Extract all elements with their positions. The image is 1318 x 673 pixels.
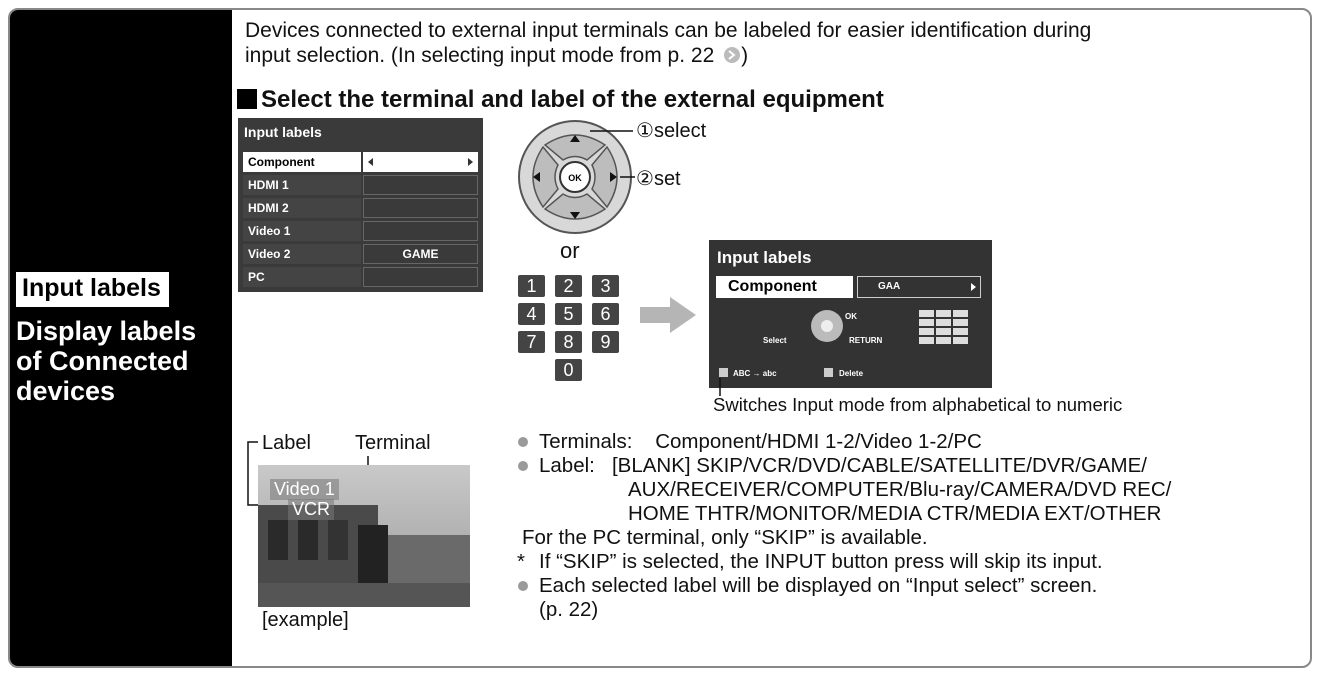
key-2[interactable]: 2 (555, 275, 582, 297)
overlay-terminal-text: Video 1 (270, 479, 339, 500)
intro-text (245, 18, 1285, 68)
sidebar-subtitle: Display labels of Connected devices (16, 316, 197, 406)
menu2-row-label: Component (716, 276, 853, 298)
set-callout (636, 166, 681, 191)
example-caption: [example] (262, 609, 349, 631)
menu2-select-text: Select (763, 336, 787, 345)
note-label (514, 454, 1304, 526)
menu-row-pc[interactable] (243, 267, 478, 287)
input-labels-menu (238, 118, 483, 292)
input-labels-edit-menu (709, 240, 992, 388)
key-9[interactable]: 9 (592, 331, 619, 353)
menu2-title: Input labels (717, 248, 812, 267)
menu2-delete-text: Delete (839, 369, 864, 378)
key-7[interactable]: 7 (518, 331, 545, 353)
sidebar (10, 10, 232, 666)
or-label: or (560, 238, 580, 263)
intro-line-1: Devices connected to external input terminals can be labeled for easier identification during (245, 19, 1092, 42)
note-display: Each selected label will be displayed on “Input select” screen. (514, 574, 1304, 598)
ok-button-label: OK (568, 173, 582, 183)
note-label-line-2: AUX/RECEIVER/COMPUTER/Blu-ray/CAMERA/DVD REC/ (628, 478, 1172, 501)
menu2-return-text: RETURN (849, 336, 883, 345)
menu-row-video1[interactable] (243, 221, 478, 241)
note-terminals-key: Terminals: (539, 430, 633, 453)
arrow-left-icon (368, 158, 373, 166)
menu-row-value[interactable] (363, 198, 478, 218)
arrow-left-icon (846, 283, 851, 291)
mini-dpad-icon (809, 308, 845, 344)
key-6[interactable]: 6 (592, 303, 619, 325)
arrow-right-icon (971, 283, 976, 291)
abc-key-icon (719, 368, 728, 377)
notes-list (514, 430, 1304, 622)
key-1[interactable]: 1 (518, 275, 545, 297)
note-terminals-value: Component/HDMI 1-2/Video 1-2/PC (655, 430, 982, 453)
key-5[interactable]: 5 (555, 303, 582, 325)
delete-key-icon (824, 368, 833, 377)
set-callout-text: set (653, 168, 681, 190)
menu2-ok-text: OK (845, 312, 857, 321)
intro-line-2-text: input selection. (In selecting input mode from p. 22 (245, 44, 715, 67)
page-ref-icon (723, 46, 741, 64)
menu2-row-value-text: GAA (878, 281, 901, 292)
overlay-label-text: VCR (288, 499, 334, 520)
menu-row-hdmi1[interactable] (243, 175, 478, 195)
menu-row-label: Video 2 (243, 244, 361, 264)
sidebar-tag: Input labels (16, 272, 169, 307)
asterisk-icon: * (517, 550, 525, 573)
intro-line-2 (245, 43, 1285, 68)
heading-text: Select the terminal and label of the external equipment (261, 86, 884, 113)
square-bullet-icon (237, 89, 257, 109)
select-step-number: ① (636, 120, 654, 142)
menu-title: Input labels (244, 124, 322, 140)
note-pc: For the PC terminal, only “SKIP” is available. (522, 526, 928, 549)
menu-row-label: PC (243, 267, 361, 287)
select-callout (636, 118, 706, 143)
note-label-line-1: [BLANK] SKIP/VCR/DVD/CABLE/SATELLITE/DVR/GAME/ (611, 454, 1148, 477)
note-skip (514, 550, 1304, 574)
terminal-caption: Terminal (355, 432, 431, 454)
section-heading (237, 86, 884, 114)
remote-dpad (515, 120, 635, 235)
menu-row-value[interactable] (363, 152, 478, 172)
menu-row-label: HDMI 1 (243, 175, 361, 195)
menu-row-value[interactable] (363, 175, 478, 195)
switch-note: Switches Input mode from alphabetical to numeric (713, 394, 1123, 415)
example-photo (258, 465, 470, 607)
key-8[interactable]: 8 (555, 331, 582, 353)
key-3[interactable]: 3 (592, 275, 619, 297)
menu-row-label: Video 1 (243, 221, 361, 241)
key-0[interactable]: 0 (555, 359, 582, 381)
menu2-abc-text: ABC → abc (733, 369, 777, 378)
menu-row-value[interactable] (363, 267, 478, 287)
menu-row-hdmi2[interactable] (243, 198, 478, 218)
label-caption: Label (262, 432, 311, 454)
note-display-ref: (p. 22) (539, 598, 599, 621)
menu-row-component[interactable] (243, 152, 478, 172)
note-terminals (514, 430, 1304, 454)
select-callout-text: select (653, 120, 707, 142)
menu-row-label: HDMI 2 (243, 198, 361, 218)
intro-close-paren: ) (741, 44, 749, 67)
menu-row-label: Component (243, 152, 361, 172)
note-skip-text: If “SKIP” is selected, the INPUT button press will skip its input. (539, 550, 1103, 573)
menu-row-value[interactable]: GAME (363, 244, 478, 264)
arrow-right-icon (468, 158, 473, 166)
note-label-key: Label: (539, 454, 595, 477)
mini-keypad-icon (919, 310, 969, 344)
menu-row-video2[interactable] (243, 244, 478, 264)
menu-row-value[interactable] (363, 221, 478, 241)
flow-arrow-icon (640, 295, 696, 335)
set-step-number: ② (636, 168, 654, 190)
note-label-line-3: HOME THTR/MONITOR/MEDIA CTR/MEDIA EXT/OTHER (628, 502, 1162, 525)
key-4[interactable]: 4 (518, 303, 545, 325)
menu2-row-value[interactable] (857, 276, 981, 298)
